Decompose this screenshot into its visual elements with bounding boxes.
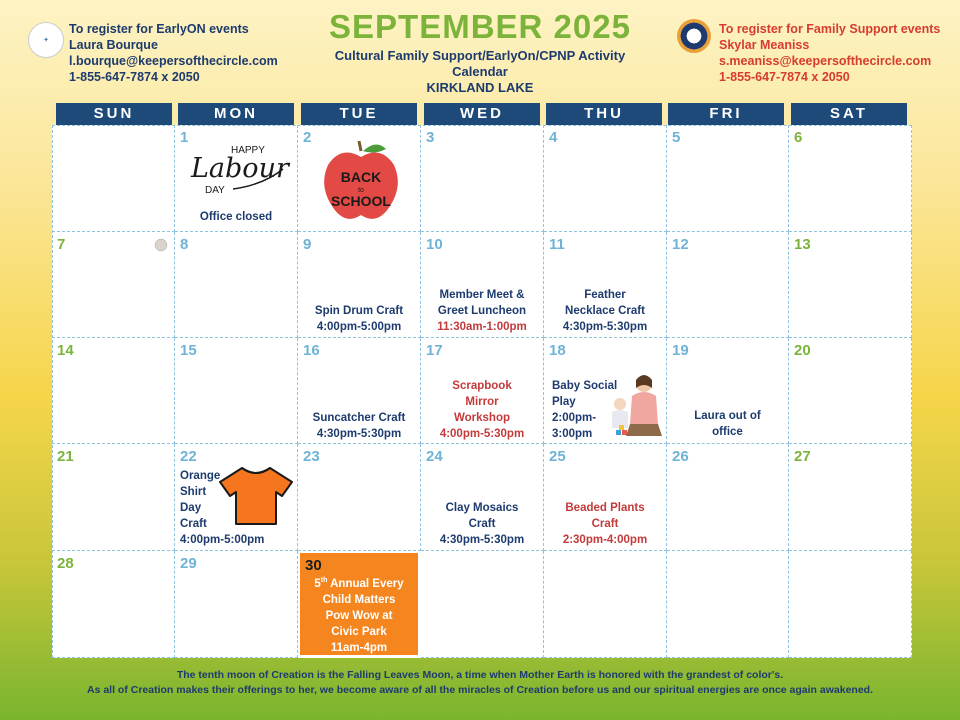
- day-header-fri: FRI: [668, 103, 784, 125]
- event-title: Member Meet &: [439, 289, 525, 301]
- calendar-cell-21[interactable]: [52, 444, 175, 551]
- early-on-logo: ✦: [28, 22, 64, 58]
- earlyon-contact-email[interactable]: l.bourque@keepersofthecircle.com: [69, 54, 278, 68]
- event-title: 5th Annual Every: [314, 577, 404, 590]
- calendar-cell-24[interactable]: [421, 444, 544, 551]
- family-support-register-label: To register for Family Support events: [719, 22, 941, 36]
- event-time: 2:30pm-4:00pm: [562, 534, 648, 546]
- event-time: 4:00pm-5:00pm: [316, 321, 402, 333]
- day-number: 9: [303, 236, 312, 253]
- day-number: 17: [426, 342, 443, 359]
- footer-text: [0, 668, 960, 698]
- calendar-cell-19[interactable]: [667, 338, 789, 444]
- calendar-cell-7[interactable]: [52, 232, 175, 338]
- event-time: 2:00pm-: [552, 412, 597, 424]
- calendar-cell-22[interactable]: [175, 444, 298, 551]
- day-number: 13: [794, 236, 811, 253]
- happy-labour-day-graphic: [183, 139, 293, 199]
- day-number: 22: [180, 448, 197, 465]
- calendar-cell-25[interactable]: [544, 444, 667, 551]
- day-number: 2: [303, 129, 312, 146]
- calendar-cell-1[interactable]: [175, 125, 298, 232]
- svg-text:BACK: BACK: [340, 169, 382, 185]
- calendar-cell-13[interactable]: [789, 232, 912, 338]
- svg-text:DAY: DAY: [205, 185, 225, 196]
- keepers-of-the-circle-logo: [677, 19, 711, 53]
- family-support-contact: [719, 21, 940, 85]
- day-number: 8: [180, 236, 189, 253]
- calendar-cell-29[interactable]: [175, 551, 298, 658]
- event-title: Civic Park: [331, 625, 387, 638]
- event-title: Workshop: [453, 412, 510, 424]
- calendar-cell-2[interactable]: [298, 125, 421, 232]
- event-suncatcher-craft: [298, 410, 420, 442]
- event-time: 4:00pm-5:00pm: [180, 534, 265, 546]
- event-scrapbook-mirror-workshop: [421, 378, 543, 442]
- calendar-cell-27[interactable]: [789, 444, 912, 551]
- event-title: Craft: [180, 518, 207, 530]
- event-title: Greet Luncheon: [437, 305, 527, 317]
- subtitle-line2: Calendar: [452, 64, 508, 79]
- calendar-cell-empty: [789, 551, 912, 658]
- event-title: Clay Mosaics: [445, 502, 519, 514]
- event-title: Craft: [468, 518, 496, 530]
- day-number: 1: [180, 129, 189, 146]
- event-clay-mosaics-craft: [421, 500, 543, 548]
- day-number: 12: [672, 236, 689, 253]
- event-time: 3:00pm: [552, 428, 593, 440]
- earlyon-register-label: To register for EarlyON events: [69, 22, 249, 36]
- day-header-thu: THU: [546, 103, 662, 125]
- earlyon-contact-phone: 1-855-647-7874 x 2050: [69, 70, 200, 84]
- calendar-cell-10[interactable]: [421, 232, 544, 338]
- calendar-cell-empty: [667, 551, 789, 658]
- event-time: 11am-4pm: [330, 641, 388, 654]
- event-title: Feather: [584, 289, 626, 301]
- day-number: 3: [426, 129, 435, 146]
- calendar-cell-23[interactable]: [298, 444, 421, 551]
- event-feather-necklace-craft: [544, 287, 666, 335]
- event-time: 4:30pm-5:30pm: [316, 428, 402, 440]
- day-number: 24: [426, 448, 443, 465]
- event-title: Scrapbook: [452, 380, 512, 392]
- day-number: 19: [672, 342, 689, 359]
- family-support-contact-phone: 1-855-647-7874 x 2050: [719, 70, 850, 84]
- calendar-cell-empty: [52, 125, 175, 232]
- calendar-cell-26[interactable]: [667, 444, 789, 551]
- calendar-cell-6[interactable]: [789, 125, 912, 232]
- event-time: 11:30am-1:00pm: [437, 321, 527, 333]
- calendar-cell-12[interactable]: [667, 232, 789, 338]
- calendar-cell-empty: [421, 551, 544, 658]
- calendar-cell-20[interactable]: [789, 338, 912, 444]
- event-title: Play: [552, 396, 576, 408]
- footer-line: As all of Creation makes their offerings to her, we become aware of all the miracles of Creation before us and our spiritual energies are once again awakened.: [87, 684, 873, 696]
- event-title: Beaded Plants: [565, 502, 645, 514]
- calendar-cell-4[interactable]: [544, 125, 667, 232]
- earlyon-contact-name: Laura Bourque: [69, 38, 158, 52]
- subtitle-line1: Cultural Family Support/EarlyOn/CPNP Activity: [334, 48, 626, 63]
- day-header-tue: TUE: [301, 103, 417, 125]
- day-number: 21: [57, 448, 74, 465]
- calendar-cell-14[interactable]: [52, 338, 175, 444]
- day-number: 11: [549, 236, 565, 253]
- event-title: Shirt: [180, 486, 207, 498]
- day-number: 28: [57, 555, 74, 572]
- day-number: 15: [180, 342, 197, 359]
- calendar-cell-28[interactable]: [52, 551, 175, 658]
- calendar-cell-16[interactable]: [298, 338, 421, 444]
- day-number: 7: [57, 236, 66, 253]
- event-title: Pow Wow at: [325, 609, 393, 622]
- day-number: 10: [426, 236, 443, 253]
- family-support-contact-name: Skylar Meaniss: [719, 38, 810, 52]
- family-support-contact-email[interactable]: s.meaniss@keepersofthecircle.com: [719, 54, 932, 68]
- event-title: Suncatcher Craft: [312, 412, 406, 424]
- event-every-child-matters-pow-wow: [300, 573, 418, 656]
- day-number: 30: [305, 557, 322, 574]
- calendar-cell-9[interactable]: [298, 232, 421, 338]
- event-member-meet-greet: [421, 287, 543, 335]
- svg-text:SCHOOL: SCHOOL: [331, 193, 391, 209]
- event-time: 4:30pm-5:30pm: [439, 534, 525, 546]
- calendar-title-block: [300, 8, 660, 96]
- day-header-sat: SAT: [791, 103, 907, 125]
- orange-shirt-icon: [218, 464, 294, 528]
- svg-text:Labour: Labour: [191, 153, 289, 184]
- subtitle-location: KIRKLAND LAKE: [426, 80, 534, 95]
- event-title: Craft: [591, 518, 619, 530]
- svg-text:HAPPY: HAPPY: [231, 145, 265, 156]
- parent-baby-illustration: [606, 370, 662, 442]
- event-title: Mirror: [465, 396, 499, 408]
- day-header-sun: SUN: [56, 103, 172, 125]
- calendar-cell-30[interactable]: [300, 553, 418, 655]
- svg-text:to: to: [358, 187, 364, 194]
- day-number: 25: [549, 448, 566, 465]
- note-laura-out-of-office: [667, 408, 788, 440]
- day-number: 16: [303, 342, 320, 359]
- note-text: office: [712, 426, 743, 438]
- calendar-cell-empty: [544, 551, 667, 658]
- day-number: 4: [549, 129, 558, 146]
- event-time: 4:30pm-5:30pm: [562, 321, 648, 333]
- day-number: 5: [672, 129, 681, 146]
- day-header-wed: WED: [424, 103, 540, 125]
- event-beaded-plants-craft: [544, 500, 666, 548]
- back-to-school-apple-icon: [316, 137, 406, 225]
- day-header-mon: MON: [178, 103, 294, 125]
- event-title: Orange: [180, 470, 221, 482]
- page-title: SEPTEMBER 2025: [329, 8, 631, 45]
- day-number: 27: [794, 448, 811, 465]
- calendar-cell-3[interactable]: [421, 125, 544, 232]
- event-title: Necklace Craft: [565, 305, 645, 317]
- event-title: Day: [180, 502, 202, 514]
- event-spin-drum-craft: [298, 303, 420, 335]
- office-closed-note: Office closed: [199, 211, 273, 223]
- calendar-cell-8[interactable]: [175, 232, 298, 338]
- day-number: 6: [794, 129, 803, 146]
- calendar-cell-11[interactable]: [544, 232, 667, 338]
- event-title: Baby Social: [552, 380, 618, 392]
- calendar-cell-18[interactable]: [544, 338, 667, 444]
- day-number: 14: [57, 342, 74, 359]
- earlyon-contact: [69, 21, 278, 85]
- event-time: 4:00pm-5:30pm: [439, 428, 525, 440]
- calendar-cell-5[interactable]: [667, 125, 789, 232]
- note-text: Laura out of: [694, 410, 761, 422]
- calendar-cell-15[interactable]: [175, 338, 298, 444]
- day-number: 18: [549, 342, 566, 359]
- moon-icon: [154, 238, 168, 252]
- day-number: 20: [794, 342, 811, 359]
- calendar-grid: [52, 125, 912, 658]
- event-title: Child Matters: [322, 593, 396, 606]
- day-number: 26: [672, 448, 689, 465]
- day-number: 29: [180, 555, 197, 572]
- event-title: Spin Drum Craft: [314, 305, 404, 317]
- calendar-cell-17[interactable]: [421, 338, 544, 444]
- day-number: 23: [303, 448, 320, 465]
- footer-line: The tenth moon of Creation is the Falling Leaves Moon, a time when Mother Earth is honored with the grandest of color's.: [176, 669, 784, 681]
